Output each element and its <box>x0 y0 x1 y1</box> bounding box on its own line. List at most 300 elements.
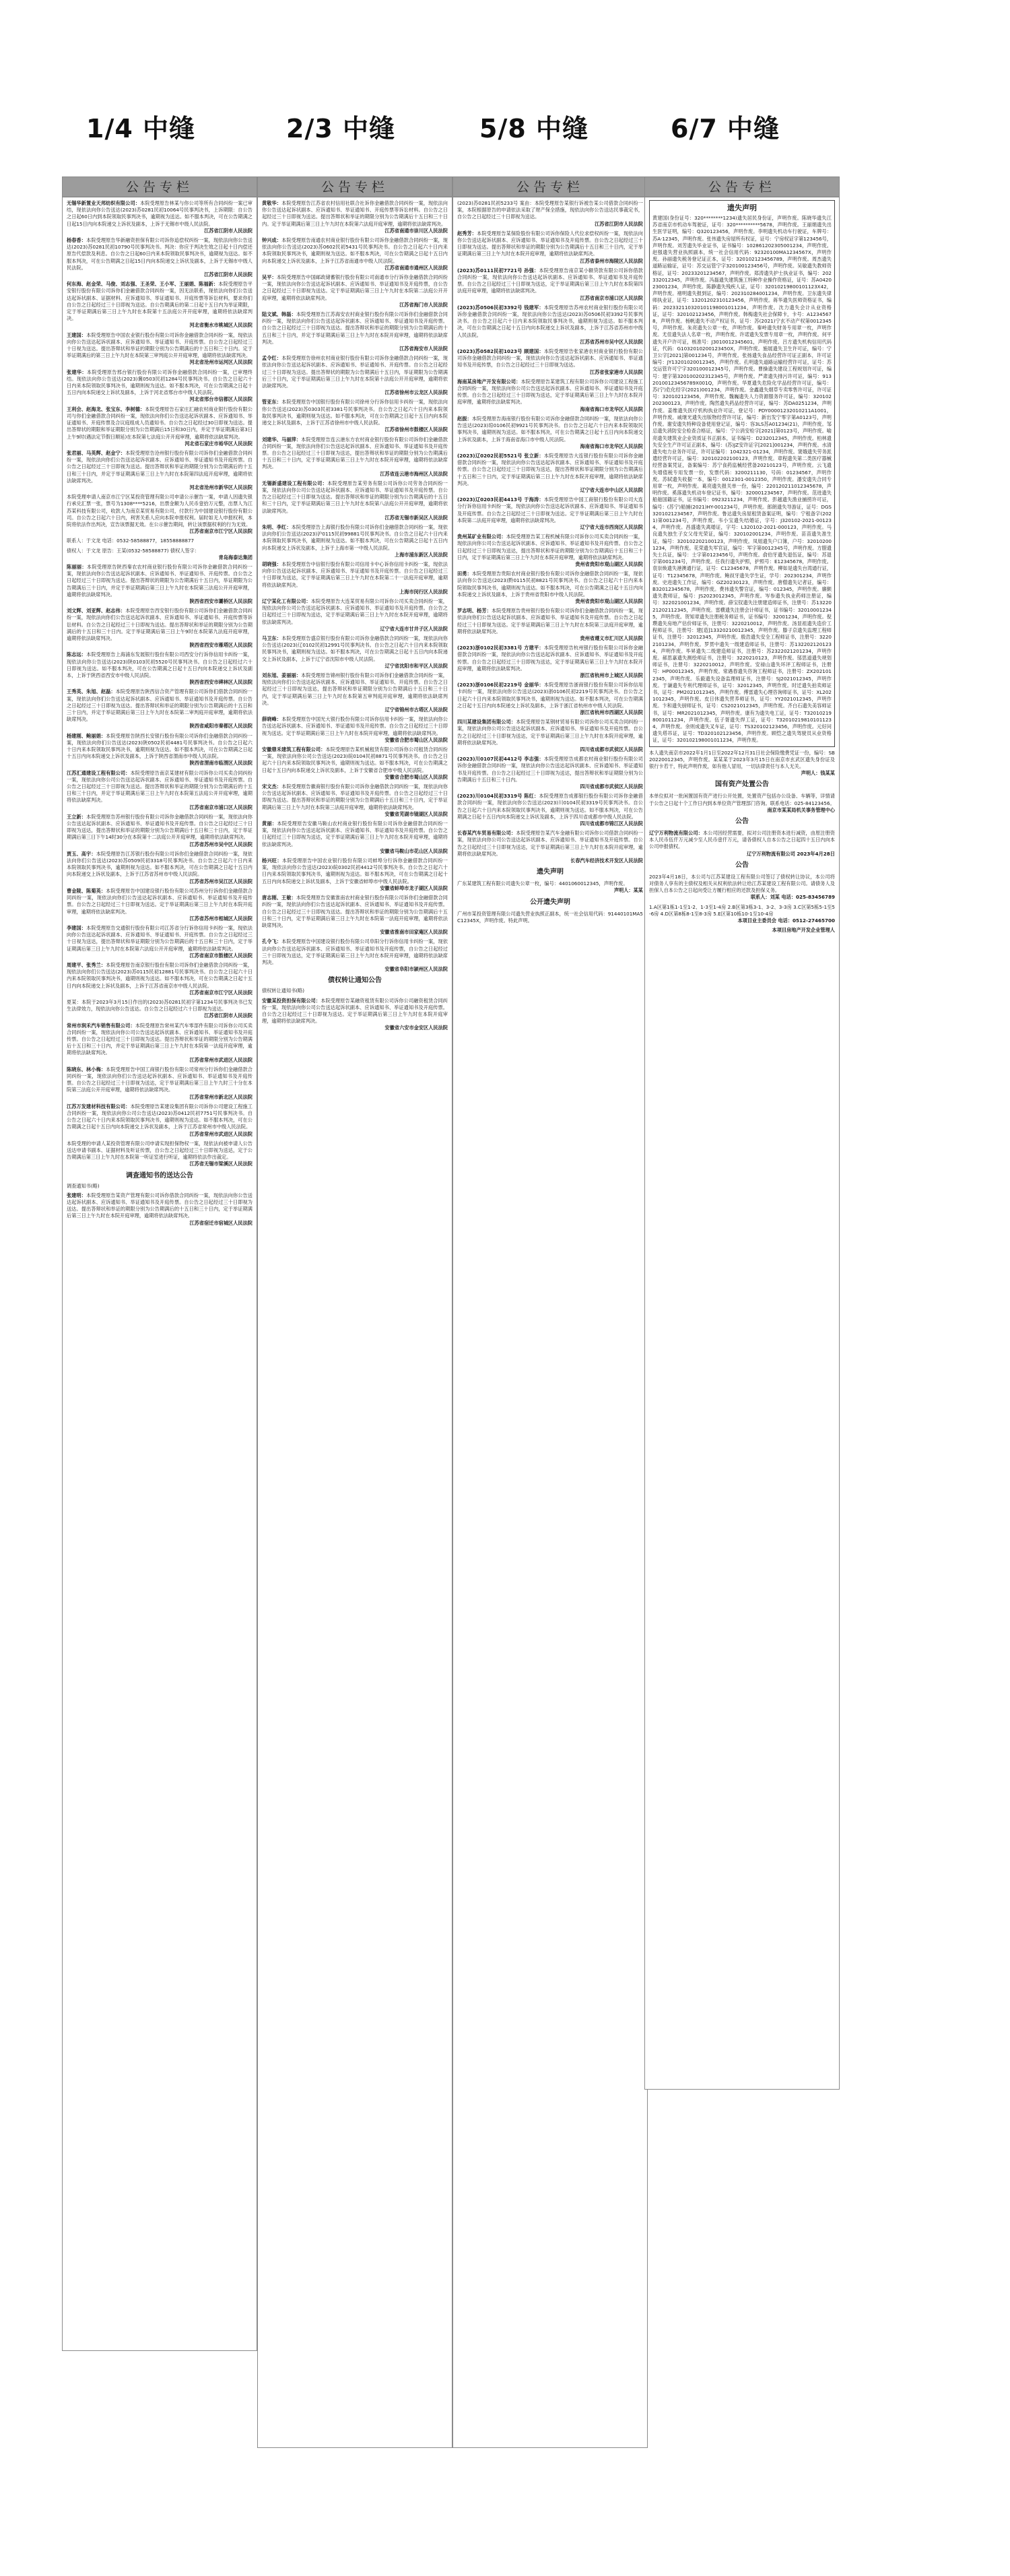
notice-title: 遗失声明 <box>727 203 757 212</box>
notice-text: 本院受理原告贵州银行股份有限公司诉你们金融借款合同纠纷一案，现依法向你们公告送达起诉状副本、应诉通知书、举证通知书及开庭传票。自公告之日起经过三十日即视为送达。定于举证期满后第三日上午九时在本院第三法庭开庭审理，逾期将依法缺席判决。 <box>457 608 643 635</box>
issuing-court: 江苏省江阴市人民法院 <box>595 220 643 227</box>
notice-party: 李建国： <box>67 924 87 931</box>
notice-entry <box>67 237 252 278</box>
notice-entry <box>262 858 448 892</box>
issuing-court: 江苏省南京市江宁区人民法院 <box>189 528 252 535</box>
notice-text: 本院受理原告中国邮政储蓄银行股份有限公司南通市分行诉你金融借款合同纠纷一案，现依法向你公告送达起诉状副本、应诉通知书、举证通知书及开庭传票，自公告之日起经过三十日即视为送达。定于举证期满后第三日上午九时在本院第二法庭公开开庭审理，逾期将依法缺席判决。 <box>262 274 448 301</box>
notice-party: 唐志刚、王敏： <box>262 895 296 901</box>
notice-party: 王立新： <box>67 813 87 820</box>
notice-party: 杨建刚、鲍丽娟： <box>67 732 106 739</box>
notice-text: 夏某：本院于2023年3月15日作出的(2023)苏0281民初字第1234号民事判决书已发生法律效力，现依法向你公告送达。自公告之日起经过六十日即视为送达。 <box>67 998 252 1012</box>
notice-entry <box>457 645 643 679</box>
notice-entry <box>67 494 252 535</box>
notice-party: 马卫东： <box>262 635 282 641</box>
notice-text: 本院受理原告中国光大银行股份有限公司诉你信用卡纠纷一案，现依法向你公告送达起诉状副本、应诉通知书、举证通知书及开庭传票。自公告之日起经过三十日即视为送达。定于举证期满后第三日上午九时在本院开庭审理，逾期将依法缺席判决。 <box>262 716 448 736</box>
issuing-court: 安徽省合肥市蜀山区人民法院 <box>384 773 448 780</box>
notice-text: 本院受理原告某汽车金融有限公司诉你公司借款合同纠纷一案，现依法向你公司公告送达起诉状副本、应诉通知书、举证通知书及开庭传票。自公告之日起经过三十日即视为送达，定于举证期满后第三日上午九时在本院开庭审理，逾期将依法缺席判决。 <box>457 830 643 857</box>
issuing-court: 辽宁省锦州市古塔区人民法院 <box>384 707 448 713</box>
notice-text: 本院受理原告南京某小额贷款有限公司诉你借款合同纠纷一案，现依法向你公告送达起诉状副本、应诉通知书、举证通知书及开庭传票。自公告之日起经过三十日即视为送达，定于举证期满后第三日上午九时在本院第四法庭开庭审理，逾期将依法缺席判决。 <box>457 267 643 294</box>
notice-text: 本院受理原告常州某汽车零部件有限公司诉你公司买卖合同纠纷一案，现依法向你公司公告送达起诉状副本、应诉通知书、举证通知书及开庭传票。自公告之日起经过三十日即视为送达。提出答辩状和举证的期限分别为公告期满后十五日和三十日内，并定于举证期满后第三日上午九时在本院第一法庭开庭审理，逾期将依法缺席判决。 <box>67 1022 252 1056</box>
notice-party: 无锡华新置业天邦纺织有限公司： <box>67 200 140 206</box>
notice-text: 本院受理原告贵阳农村商业银行股份有限公司诉你金融借款合同纠纷一案，现依法向你公告送达(2023)黔0115民初8821号民事判决书。自公告之日起六十日内来本院领取民事判决书，逾期则视为送达。如不服本判决，可在公告期满之日起十五日内向本院递交上诉状及副本，上诉于贵州省贵阳市中级人民法院。 <box>457 571 643 598</box>
notice-entry <box>457 348 643 376</box>
notice-entry <box>457 880 643 894</box>
notice-text: 本院受理原告盛京银行股份有限公司诉你金融借款合同纠纷一案，现依法向你公告送达(2023)辽0102民初12991号民事判决书。自公告之日起六十日内来本院领取民事判决书，逾期则视为送达。如不服本判决，可在公告期满之日起十五日内向本院递交上诉状及副本，上诉于辽宁省沈阳市中级人民法院。 <box>262 635 448 662</box>
notice-title: 遗失声明 <box>537 868 564 876</box>
notice-text: 本院受理原告连云港东方农村商业银行股份有限公司诉你们金融借款合同纠纷一案，现依法向你们公告送达起诉状副本、应诉通知书、举证通知书及开庭传票。自公告之日起经过三十日即视为送达，提出答辩状和举证的期限分别为公告期满后十五日和三十日内，定于举证期满后第三日上午九时在本院开庭审理，逾期将依法缺席判决。 <box>262 436 448 470</box>
issuing-court: 海南省海口市龙华区人民法院 <box>580 443 643 449</box>
notice-entry <box>67 1140 252 1168</box>
issuing-court: 海南省海口市龙华区人民法院 <box>580 406 643 412</box>
notice-party: 江苏万发建材科技有限公司： <box>67 1103 131 1109</box>
notice-title: 公告 <box>735 861 749 869</box>
notice-text: 本院受理原告陕西长安银行股份有限公司诉你们金融借款合同纠纷一案，现依法向你们公告送达(2023)陕0502民初4481号民事判决书。自公告之日起六十日内来本院领取民事判决书，逾期则视为送达。如不服本判决，可在公告期满之日起十五日内向本院递交上诉状及副本，上诉于陕西省渭南市中级人民法院。 <box>67 732 252 760</box>
notice-text: 本院受理原告江苏银行股份有限公司诉你们金融借款合同纠纷一案，现依法向你们公告送达(2023)苏0509民初3318号民事判决书。自公告之日起六十日内来本院领取民事判决书，逾期则视为送达。如不服本判决，可在公告期满之日起十五日内向本院递交上诉状及副本，上诉于江苏省苏州市中级人民法院。 <box>67 850 252 878</box>
notice-signature: 南京市某某局机关事务管理中心 <box>767 806 835 813</box>
notice-entry <box>262 746 448 781</box>
notice-text: 本院受理原告沧州银行股份有限公司诉你们金融借款合同纠纷一案，现依法向你们公告送达起诉状副本、应诉通知书、举证通知书及开庭传票。自公告之日起经过三十日即视为送达。提出答辩状和举证的期限分别为公告期满后的十五日和三十日内，并定于举证期满后第三日上午九时在本院第四法庭开庭审理，逾期将依法缺席判决。 <box>67 449 252 484</box>
issuing-court: 江苏省苏州市吴中区人民法院 <box>189 841 252 847</box>
issuing-court: 陕西省西安市灞桥区人民法院 <box>189 598 252 604</box>
notice-party: 田勇： <box>457 571 472 577</box>
column-header: 公告专栏 <box>645 177 839 197</box>
notice-entry <box>67 450 252 491</box>
notice-entry <box>67 548 252 561</box>
notice-entry <box>457 453 643 494</box>
notice-entry <box>649 793 835 814</box>
notice-entry <box>649 927 835 934</box>
notice-party: 安徽鼎禾建筑工程有限公司： <box>262 746 326 753</box>
issuing-court: 江苏省南通市崇川区人民法院 <box>384 227 448 234</box>
notice-entry <box>262 672 448 713</box>
notice-signature: 本项目房地产开发企业管理人 <box>772 927 835 934</box>
notice-text: 1.A区第1栋1-1至1-2、1-3至1-4房 2.B区第3栋3-1、3-2、3-3房 3.C区第5栋5-1至5-6房 4.D区第8栋8-1至8-3房 5.E区第10栋10-1至10-4房 <box>649 903 835 917</box>
notice-text: 本院受理原告交通银行股份有限公司江苏省分行诉你信用卡纠纷一案，现依法向你公告送达起诉状副本、应诉通知书、举证通知书、开庭传票。自公告之日起经过三十日视为送达，提出答辩状和举证期限分别为公告期满后的十五日和三十日内，定于举证期满后第三日上午九时在本院第六法庭公开开庭审理，逾期将依法缺席判决。 <box>67 924 252 952</box>
notice-entry <box>262 716 448 744</box>
issuing-court: 贵州省贵阳市观山湖区人民法院 <box>575 560 643 567</box>
notice-entry <box>67 332 252 366</box>
notice-text: 本院受理原告徽商银行股份有限公司诉你金融借款合同纠纷一案，现依法向你公告送达起诉状副本、应诉通知书、举证通知书及开庭传票。自公告之日起经过三十日即视为送达。提出答辩状和举证的期限分别为公告期满后十五日和三十日内，定于举证期满后第三日上午九时在本院第三法庭开庭审理，逾期将依法缺席判决。 <box>262 783 448 810</box>
notice-title: 公告 <box>735 818 749 826</box>
notice-text: 本院受理原告西安银行股份有限公司诉你们金融借款合同纠纷一案，现依法向你们公告送达起诉状副本、应诉通知书、举证通知书、开庭传票等诉讼材料。自公告之日起经过三十日即视为送达。提出答辩状和举证的期限分别为公告期满后的十五日和三十日内。定于举证期满后第三日上午9时在本院第九法庭开庭审理，逾期将依法缺席判决。 <box>67 608 252 641</box>
issuing-court: 河北省邢台市信都区人民法院 <box>189 396 252 403</box>
issuing-court: 安徽省淮南市田家庵区人民法院 <box>380 929 448 936</box>
notice-entry <box>262 399 448 433</box>
issuing-court: 江苏省无锡市梁溪区人民法院 <box>189 1161 252 1167</box>
notice-party: (2023)辽0203民初4413号 于海涛： <box>457 496 544 503</box>
notice-text: 本院受理原告大连某贸易有限公司诉你公司买卖合同纠纷一案，现依法向你公司公告送达起诉状副本、应诉通知书、举证通知书及开庭传票。自公告之日起经过三十日即视为送达，定于举证期满后第三日上午九时在本院开庭审理，逾期将依法缺席判决。 <box>262 598 448 625</box>
issuing-court: 江苏省张家港市人民法院 <box>589 368 643 375</box>
notice-entry <box>457 200 643 228</box>
page-label-2-3: 2/3 中缝 <box>286 114 395 143</box>
issuing-court: 陕西省渭南市临渭区人民法院 <box>189 760 252 767</box>
issuing-court: 辽宁省大连市西岗区人民法院 <box>580 523 643 530</box>
notice-party: 海南某房地产开发有限公司： <box>457 378 521 385</box>
issuing-court: 河北省石家庄市裕华区人民法院 <box>184 440 252 447</box>
notice-party: 张君丽、马英辉、赵金宁： <box>67 449 126 456</box>
notice-entry <box>262 200 448 234</box>
notice-entry <box>457 608 643 642</box>
notice-party: 管亚东： <box>262 399 282 406</box>
notice-title: 债权转让通知公告 <box>328 977 382 985</box>
notice-text: 黄建国(身份证号：320********1234)遗失居民身份证，声明作废。陈晓华遗失江苏省南京市机动车驾驶证，证号：320**********5678，声明作废。王丽娟遗失出生医学证明，编号：Q320123456，声明作废。李明遗失机动车行驶证，车牌号：苏A·12345，声明作废。张伟遗失房屋所有权证，证号：宁房权证字第123456号，声明作废。刘芳遗失毕业证书，证书编号：102861202305001234，声明作废。赵强遗失营业执照副本，统一社会信用代码：92320100MA1234567X，声明作废。孙丽遗失税务登记证正本，证号：320102123456789，声明作废。周杰遗失道路运输证，证号：苏交运管宁字320100123456号，声明作废。吴敏遗失教师资格证，证号：20233201234567，声明作废。郑涛遗失护士执业证书，编号：202332012345，声明作废。冯磊遗失建筑施工特种作业操作资格证，证号：苏A042023001234，声明作废。陈静遗失残疾人证，证号：32010219800101123X42，声明作废。褚明遗失报到证，编号：202310284001234，声明作废。卫东遗失律师执业证，证号：13201202310123456，声明作废。蒋华遗失医师资格证书，编码：202332110320101198001011234，声明作废。沈力遗失会计从业资格证，证号：320102123456，声明作废。韩梅遗失社会保障卡，卡号：A12345678，声明作废。杨帆遗失不动产权证书，证号：苏(2021)宁玄不动产权第0012345号，声明作废。朱亮遗失公章一枚，声明作废。秦岭遗失财务专用章一枚，声明作废。尤佳遗失法人名章一枚，声明作废。许诺遗失发票专用章一枚，声明作废。何平遗失开户许可证，核准号：J3010012345601，声明作废。吕方遗失机构信用代码证，代码：G1032010200123450X，声明作废。施展遗失卫生许可证，编号：宁卫公字[2021]第001234号，声明作废。张扬遗失食品经营许可证正副本，许可证编号：JY13201020012345，声明作废。孔明遗失道路运输经营许可证，证号：苏交运管许可宁字320100012345号，声明作废。曹操遗失建设工程规划许可证，编号：建字第320100202312345号，声明作废。严肃遗失排污许可证，编号：91320100123456789X001Q，声明作废。华夏遗失危险化学品经营许可证，编号：苏(宁)危化经字(2021)001234，声明作废。金鑫遗失烟草专卖零售许可证，许可证号：320102123456，声明作废。魏巍遗失人力资源服务许可证，编号：320102202300123，声明作废。陶然遗失药品经营许可证，编号：苏DA0251234，声明作废。姜维遗失医疗机构执业许可证，登记号：PDY00001232010211A1001，声明作废。戚继光遗失出版物经营许可证，编号：新出发宁零字第A0123号，声明作废。谢安遗失特种设备使用登记证，编号：容3LS苏A01234(21)，声明作废。邹忌遗失消防安全检查合格证，编号：宁公消安检字[2021]第0123号，声明作废。喻亮遗失建筑业企业资质证书正副本，证书编号：D232012345，声明作废。柏林遗失安全生产许可证正副本，编号：(苏)JZ安许证字[2021]001234，声明作废。水清遗失电力业务许可证，许可证编号：1042321-01234，声明作废。窦娥遗失劳务派遣经营许可证，编号：320102202100123，声明作废。章程遗失第二类医疗器械经营备案凭证，备案编号：苏宁食药监械经营备20210123号，声明作废。云飞遗失增值税专用发票一份，发票代码：3200211130，号码：01234567，声明作废。苏轼遗失收据一本，编号：0012301-0012350，声明作废。潘安遗失合同专用章一枚，声明作废。葛亮遗失报关单一份，编号：220120211012345678，声明作废。奚落遗失机动车登记证书，编号：320001234567，声明作废。范进遗失船舶国籍证书，证书编号：0923211234，声明作废。彭越遗失渔业捕捞许可证，编号：(苏宁)船捕(2021)HY-001234号，声明作废。郎朗遗失导游证，证号：DGS3201021234567，声明作废。鲁达遗失房屋租赁备案证明，编号：宁租备字(2021)第001234号，声明作废。韦小宝遗失结婚证，字号：J320102-2021-001234，声明作废。昌盛遗失离婚证，字号：L320102-2021-000123，声明作废。马良遗失独生子女父母光荣证，编号：320102001234，声明作废。苗苗遗失准生证，编号：320102202100123，声明作废。凤姐遗失户口簿，户号：320102001234，声明作废。花荣遗失军官证，编号：军字第0012345号，声明作废。方腊遗失士兵证，编号：士字第0123456号，声明作废。俞伯牙遗失退伍证，编号：苏退字第001234号，声明作废。任我行遗失护照，护照号：E12345678，声明作废。袁崇焕遗失港澳通行证，证号：C12345678，声明作废。柳如是遗失台湾通行证，证号：T12345678，声明作废。鲍叔牙遗失学生证，学号：202301234，声明作废。史进遗失工作证，编号：GZ20230123，声明作废。唐僧遗失记者证，编号：B32012345678，声明作废。费祎遗失警官证，编号：012345，声明作废。廉颇遗失教师证，编号：JS2023012345，声明作废。岑参遗失执业药师注册证，编号：322021001234，声明作废。薛宝钗遗失注册建造师证书，注册号：苏1322021202112345，声明作废。雷横遗失注册会计师证书，证书编号：320100012345，声明作废。贺知章遗失注册税务师证书，证书编号：32001234，声明作废。倪瓒遗失房地产估价师证书，注册号：3220210012，声明作废。汤显祖遗失造价工程师证书，注册号：建[造]13320210012345，声明作废。滕子京遗失监理工程师证书，注册号：32012345，声明作废。殷浩遗失安全工程师证书，注册号：32202101234，声明作废。罗贯中遗失一级建造师证书，注册号：苏1322021201234，声明作废。毕昇遗失二级建造师证书，注册号：苏2322021201234，声明作废。郝思嘉遗失测绘师证书，注册号：3220210123，声明作废。邬思道遗失规划师证书，注册号：3220210012，声明作废。安禄山遗失环评工程师证书，注册号：HP00012345，声明作废。常遇春遗失咨询工程师证书，注册号：ZX2021012345，声明作废。乐毅遗失设备监理师证书，注册号：SJ2021012345，声明作废。于谦遗失专利代理师证书，证号：32012345，声明作废。时迁遗失拍卖师证书，证号：PM2021012345，声明作废。傅雷遗失心理咨询师证书，证号：XL2021012345，声明作废。皮日休遗失营养师证书，证号：YY2021012345，声明作废。卞和遗失厨师证书，证号：CS2021012345，声明作废。齐白石遗失美容师证书，证号：MR2021012345，声明作废。康有为遗失电工证，证号：T320102198001011234，声明作废。伍子胥遗失焊工证，证号：T320102198101011234，声明作废。余则成遗失叉车证，证号：TS320102123456，声明作废。元好问遗失塔吊证，证号：TD320102123456，声明作废。顾恺之遗失驾驶员从业资格证，证号：320102198001011234，声明作废。 <box>652 215 832 744</box>
issuing-court: 河北省沧州市新华区人民法院 <box>189 484 252 490</box>
notice-text: 本院受理原告大连银行股份有限公司诉你金融借款合同纠纷一案，现依法向你公告送达起诉状副本、应诉通知书、举证通知书及开庭传票。自公告之日起经过三十日即视为送达，提出答辩状和举证期限分别为公告期满后十五日和三十日内，定于举证期满后第三日上午九时在本院开庭审理，逾期将依法缺席判决。 <box>457 452 643 486</box>
notice-text: 本院受理原告平安银行股份有限公司诉你们金融借款合同纠纷一案，因无法联系，现依法向你们公告送达起诉状副本、证据材料、应诉通知书、举证通知书、开庭传票等诉讼材料，要求你们自公告之日起经过三十日即视为送达。自公告期满后的第二日起十五日内为举证期限，定于举证期满后第三日上午九时在本院第十五法庭公开开庭审理，逾期将依法缺席判决。 <box>67 281 252 322</box>
notice-entry <box>457 230 643 265</box>
notice-entry <box>649 860 835 871</box>
notice-column-2 <box>257 176 452 2448</box>
notice-entry <box>262 561 448 595</box>
notice-party: 赵振： <box>457 415 472 422</box>
issuing-court: 江苏省徐州市云龙区人民法院 <box>384 389 448 396</box>
notice-party: 江苏汇通建设工程有限公司： <box>67 769 131 776</box>
notice-party: 宋文杰： <box>262 783 282 790</box>
issuing-court: 江苏省海安市人民法院 <box>399 346 448 352</box>
issuing-court: 青岛海泰达集团 <box>218 554 252 560</box>
notice-entry <box>67 814 252 848</box>
notice-text: 本院受理原告陕西秦农农村商业银行股份有限公司诉你金融借款合同纠纷一案，现依法向你公告送达起诉状副本、应诉通知书、举证通知书、开庭传票。自公告之日起经过三十日即视为送达。提出答辩状的期限为公告期满后十五日内，举证期限为公告期满后三十日内，并定于举证期满后第三日上午九时在本院第三法庭公开开庭审理，逾期将依法缺席判决。 <box>67 563 252 598</box>
notice-text: 调查通知书(略) <box>67 1182 100 1189</box>
notice-entry <box>67 369 252 404</box>
notice-text: 本院受理原告南通农村商业银行股份有限公司诉你金融借款合同纠纷一案，现依法向你公告送达(2023)苏0602民初5431号民事判决书。自公告之日起六十日内来本院领取民事判决书，逾期则视为送达。如不服本判决，可在公告期满之日起十五日内向本院递交上诉状及副本，上诉于江苏省南通市中级人民法院。 <box>262 237 448 264</box>
notice-text: 本院受理原告中国工商银行股份有限公司大连分行诉你信用卡纠纷一案，现依法向你公告送达起诉状副本、应诉通知书、举证通知书及开庭传票。自公告之日起经过三十日即视为送达。定于举证期满后第三日上午九时在本院第二法庭开庭审理，逾期将依法缺席判决。 <box>457 496 643 523</box>
column-header: 公告专栏 <box>453 177 647 197</box>
notice-entry <box>67 1023 252 1064</box>
notice-entry <box>262 524 448 558</box>
notice-text: 本院受理原告苏州农村商业银行股份有限公司诉你金融借款合同纠纷一案，现依法向你公告送达(2023)苏0506民初3392号民事判决书。自公告之日起六十日内来本院领取民事判决书，逾期则视为送达。如不服本判决，可在公告期满之日起十五日内向本院递交上诉状及副本，上诉于江苏省苏州市中级人民法院。 <box>457 304 643 338</box>
notice-entry <box>67 962 252 996</box>
notice-text: 本院受理原告某建筑工程有限公司诉你公司建设工程施工合同纠纷一案，现依法向你公司公告送达起诉状副本、应诉通知书、举证通知书及开庭传票。自公告之日起经过三十日即视为送达，定于举证期满后第三日上午九时在本院开庭审理，逾期将依法缺席判决。 <box>457 378 643 406</box>
notice-text: 本院受理原告华新融资担保有限公司诉你追偿权纠纷一案，现依法向你公告送达(2023)苏0281民初10790号民事判决书。判决：你应于判决生效之日起十日内偿还原告代偿款及利息。自公告之日起60日内来本院领取民事判决书，逾期视为送达。如不服本判决，可在公告期满之日起15日内向本院递交上诉状及副本，上诉于无锡市中级人民法院。 <box>67 237 252 271</box>
issuing-court: 江苏省南京市江宁区人民法院 <box>189 989 252 996</box>
notice-signature: 本项目业主委员会 电话：0512-27465700 <box>737 917 835 924</box>
notice-entry <box>649 874 835 901</box>
notice-signature: 声明人：钱某某 <box>801 770 835 777</box>
notice-party: 陆文斌、韩磊： <box>262 311 296 318</box>
issuing-court: 江苏省海门市人民法院 <box>399 301 448 308</box>
notice-entry <box>649 904 835 925</box>
notice-text: 本院受理原告上海银行股份有限公司诉你们金融借款合同纠纷一案，现依法向你们公告送达(2023)沪0115民初99881号民事判决书。自公告之日起六十日内来本院领取民事判决书，逾期则视为送达。如不服本判决，可在公告期满之日起十五日内向本院递交上诉状及副本，上诉于上海市第一中级人民法院。 <box>262 523 448 551</box>
notice-party: 常州市润禾汽车销售有限公司： <box>67 1022 135 1029</box>
notice-signature: 辽宁万利物流有限公司 2023年4月28日 <box>747 850 835 857</box>
issuing-court: 河北省衡水市桃城区人民法院 <box>189 322 252 329</box>
notice-party: 黄敬华： <box>262 200 282 206</box>
notice-entry <box>649 779 835 790</box>
issuing-court: 安徽省芜湖市镜湖区人民法院 <box>384 810 448 817</box>
notice-text: 本院受理原告中国建设银行股份有限公司苏州分行诉你们金融借款合同纠纷一案，现依法向你们公告送达起诉状副本、应诉通知书、举证通知书及开庭传票。自公告之日起经过三十日即视为送达。定于举证期满后第三日上午九时在本院开庭审理，逾期将依法缺席判决。 <box>67 887 252 915</box>
notice-title: 调查通知书的送达公告 <box>126 1171 193 1180</box>
notice-text: 本院受理原告某保险股份有限公司诉你保险人代位求偿权纠纷一案，现依法向你公告送达起诉状副本、应诉通知书、举证通知书及开庭传票。自公告之日起经过三十日即视为送达。提出答辩状和举证的期限分别为公告期满后十五日和三十日内，定于举证期满后第三日上午九时在本院开庭审理，逾期将依法缺席判决。 <box>457 230 643 257</box>
issuing-court: 四川省成都市锦江区人民法院 <box>580 820 643 827</box>
notice-entry <box>457 867 643 878</box>
notice-party: 贵州某矿业有限公司： <box>457 534 506 540</box>
notice-signature: 联系人：刘某 电话：025-83456789 <box>750 894 835 901</box>
notice-entry <box>457 379 643 413</box>
page-label-1-4: 1/4 中缝 <box>86 114 195 143</box>
notice-entry <box>262 311 448 352</box>
notice-text: 本人遗失南京市2022年1月1日至2022年12月31日社会保险缴费凭证一份，编号：SB20220012345，声明作废。某某某于2023年3月15日在南京市玄武区遗失身份证及银行卡若干，特此声明作废，如有他人冒用，一切法律责任与本人无关。 <box>649 749 835 770</box>
notice-entry <box>67 925 252 959</box>
notice-party: 王建国： <box>67 331 87 338</box>
issuing-court: 江苏省常州市武进区人民法院 <box>189 1130 252 1137</box>
notice-text: 本院受理原告某融资租赁有限公司诉你公司融资租赁合同纠纷一案，现依法向你公司公告送达起诉状副本、应诉通知书、举证通知书及开庭传票。自公告之日起经过三十日即视为送达。定于举证期满后第三日上午九时在本院开庭审理，逾期将依法缺席判决。 <box>262 997 448 1025</box>
notice-text: 本院受理申请人南京市江宁区某投资管理有限公司申请公示催告一案，申请人因遗失银行承兑汇票一张，票号为1308****5216，出票金额为人民币壹拾万元整，出票人为江苏某科技有限公司，收款人为南京某贸易有限公司，付款行为中国建设银行股份有限公司。自公告之日起六十日内，利害关系人应向本院申报权利。届时如无人申报权利，本院将依法作出判决，宣告该票据无效。在公示催告期间，转让该票据权利的行为无效。 <box>67 494 252 527</box>
notice-party: 安徽某投资担保有限公司： <box>262 997 321 1004</box>
notice-text: 2023年4月18日，本公司与江苏某建设工程有限公司签订了债权转让协议，本公司将对债务人享有的主债权及相关从权利依法转让给江苏某建设工程有限公司。请债务人及担保人自本公告之日起向受让方履行相应的还款及担保义务。 <box>649 873 835 894</box>
notice-entry <box>649 830 835 858</box>
column-body <box>63 197 257 1232</box>
notice-party: 陈丽丽： <box>67 563 87 570</box>
notice-signature: 声明人：某某 <box>613 887 643 894</box>
notice-party: (2023)苏0506民初3392号 钱建军： <box>457 304 544 311</box>
issuing-court: 陕西省咸阳市秦都区人民法院 <box>189 723 252 730</box>
notice-entry <box>649 750 835 777</box>
notice-party: 周建平、张秀兰： <box>67 961 106 968</box>
page-label-5-8: 5/8 中缝 <box>479 114 588 143</box>
notice-text: 本院受理原告某机械租赁有限公司诉你公司租赁合同纠纷一案，现依法向你公司公告送达(2023)皖0104民初8871号民事判决书。自公告之日起六十日内来本院领取民事判决书，逾期则视为送达。如不服本判决，可在公告期满之日起十五日内向本院递交上诉状及副本，上诉于安徽省合肥市中级人民法院。 <box>262 746 448 773</box>
notice-party: (2023)苏0111民初7721号 孙强： <box>457 267 539 273</box>
notice-party: (2023)辽0202民初5521号 张立新： <box>457 452 544 459</box>
notice-entry <box>67 851 252 885</box>
issuing-court: 贵州省遵义市汇川区人民法院 <box>580 635 643 641</box>
notice-entry <box>67 1171 252 1190</box>
notice-party: (2023)苏0582民初1023号 顾建国： <box>457 348 544 355</box>
notice-entry <box>457 830 643 864</box>
notice-text: 本院受理原告某资产管理有限公司诉你借款合同纠纷一案，现依法向你公告送达起诉状副本、应诉通知书、举证通知书及开庭传票。自公告之日起经过三十日即视为送达。提出答辩状和举证的期限分别为公告期满后的十五日和三十日内，定于举证期满后第三日上午九时在本院开庭审理，逾期将依法缺席判决。 <box>67 1192 252 1219</box>
notice-entry <box>67 608 252 649</box>
issuing-court: 江苏省苏州市相城区人民法院 <box>189 915 252 922</box>
notice-text: 本院受理原告苏州银行股份有限公司诉你金融借款合同纠纷一案，现依法向你公告送达起诉状副本、应诉通知书、举证通知书及开庭传票。自公告之日起经过三十日即视为送达，提出答辩状和举证的期限分别为公告期满后十五日和三十日内，定于举证期满后第三日下午14时30分在本院第十二法庭公开开庭审理，逾期将依法缺席判决。 <box>67 813 252 841</box>
notice-party: (2023)浙0106民初2219号 金丽华： <box>457 682 544 688</box>
issuing-court: 贵州省贵阳市观山湖区人民法院 <box>575 598 643 604</box>
notice-entry <box>67 1066 252 1101</box>
notice-text: 本院受理原告江苏海安农村商业银行股份有限公司诉你们金融借款合同纠纷一案，现依法向你们公告送达起诉状副本、应诉通知书、举证通知书及开庭传票。自公告之日起经过三十日即视为送达。提出答辩状和举证的期限分别为公告期满后的十五日和三十日内，并定于举证期满后第三日上午九时在本院开庭审理，逾期将依法缺席判决。 <box>262 311 448 345</box>
issuing-court: 辽宁省沈阳市和平区人民法院 <box>384 662 448 669</box>
issuing-court: 四川省成都市武侯区人民法院 <box>580 746 643 753</box>
issuing-court: 安徽省蚌埠市龙子湖区人民法院 <box>380 884 448 891</box>
notice-party: 吴平： <box>262 274 277 281</box>
notice-entry <box>262 938 448 973</box>
page-label-6-7: 6/7 中缝 <box>671 114 780 143</box>
notice-text: 本院受理原告陕西信合资产管理有限公司诉你们借款合同纠纷一案，现依法向你们公告送达起诉状副本、应诉通知书、举证通知书及开庭传票。自公告之日起经过三十日即视为送达。提出答辩状和举证的期限分别为公告期满后的十五日和三十日内，并定于举证期满后第三日上午九时在本院第二审判庭开庭审理，逾期将依法缺席判决。 <box>67 688 252 723</box>
notice-party: 刘建华、马丽萍： <box>262 436 302 443</box>
notice-entry <box>262 975 448 994</box>
issuing-court: 江苏省江阴市人民法院 <box>204 227 252 234</box>
column-header: 公告专栏 <box>258 177 452 197</box>
issuing-court: 陕西省西安市碑林区人民法院 <box>189 679 252 686</box>
issuing-court: 江苏省宿迁市宿城区人民法院 <box>189 1219 252 1226</box>
issuing-court: 安徽省六安市金安区人民法院 <box>384 1025 448 1031</box>
issuing-court: 上海市闵行区人民法院 <box>399 588 448 595</box>
notice-entry <box>262 355 448 396</box>
notice-entry <box>262 635 448 670</box>
notice-text: 联系人：于文龙 电话：0532-58588877，18558888877 <box>67 538 195 544</box>
notice-entry <box>457 897 643 908</box>
notice-party: 辽宁万利物流有限公司： <box>649 830 703 837</box>
notice-text: 本院受理原告南京某建材有限公司诉你公司买卖合同纠纷一案，现依法向你公司公告送达起诉状副本、应诉通知书、举证通知书及开庭传票。自公告之日起经过三十日即视为送达。提出答辩状和举证的期限分别为公告期满后的十五日和三十日内，并定于举证期满后第三日上午九时在本院第五法庭公开开庭审理，逾期将依法缺席判决。 <box>67 769 252 804</box>
notice-text: 本院受理原告某建设集团有限公司诉你公司建设工程施工合同纠纷一案，现依法向你公司公告送达(2023)苏0412民初7751号民事判决书。自公告之日起六十日内来本院领取民事判决书，逾期则视为送达。如不服本判决，可在公告期满之日起十五日内向本院递交上诉状及副本，上诉于江苏省常州市中级人民法院。 <box>67 1103 252 1130</box>
notice-entry <box>262 895 448 936</box>
issuing-court: 四川省成都市武侯区人民法院 <box>580 783 643 790</box>
column-body <box>645 197 839 940</box>
notice-party: 四川某建设集团有限公司： <box>457 719 516 726</box>
issuing-court: 江苏省南京市浦口区人民法院 <box>580 294 643 301</box>
notice-text: 本院受理原告中国建设银行股份有限公司阜阳分行诉你信用卡纠纷一案，现依法向你公告送达起诉状副本、应诉通知书、举证通知书及开庭传票，自公告之日起经过三十日即视为送达，定于举证期满后第三日上午九时在本院开庭审理，逾期将依法缺席判决。 <box>262 938 448 965</box>
notice-entry <box>67 406 252 447</box>
issuing-court: 安徽省合肥市蜀山区人民法院 <box>384 736 448 743</box>
notice-entry <box>67 538 252 544</box>
issuing-court: 辽宁省大连市甘井子区人民法院 <box>380 625 448 632</box>
notice-text: 本院受理原告南京银行股份有限公司诉你们金融借款合同纠纷一案，现依法向你们公告送达(2023)苏0115民初12881号民事判决书。自公告之日起六十日内来本院领取民事判决书，逾期则视为送达。如不服本判决，可在公告期满之日起十五日内向本院递交上诉状及副本，上诉于江苏省南京市中级人民法院。 <box>67 961 252 989</box>
notice-text: 本院受理原告石家庄汇融农村商业银行股份有限公司与你们金融借款合同纠纷一案，现依法向你们公告送达起诉状副本、应诉通知书、举证通知书、开庭传票及合议庭组成人员通知书。自公告之日起经过30日即视为送达。提出答辩状的期限和举证期限分别为公告期满后15日和30日内，并定于举证期满后第3日上午9时(遇法定节假日顺延)在本院第七法庭公开开庭审理，逾期将依法缺席判决。 <box>67 406 252 440</box>
notice-text: 本院受理原告成都银行股份有限公司诉你金融借款合同纠纷一案，现依法向你公告送达(2023)川0104民初3319号民事判决书。自公告之日起六十日内来本院领取民事判决书，逾期则视为送达。如不服本判决，可在公告期满之日起十五日内向本院递交上诉状及副本，上诉于四川省成都市中级人民法院。 <box>457 793 643 820</box>
notice-party: 陈志远： <box>67 651 87 658</box>
issuing-court: 辽宁省大连市中山区人民法院 <box>580 486 643 493</box>
notice-text: 本院受理原告中国农业银行股份有限公司诉你金融借款合同纠纷一案，现依法向你公告送达起诉状副本、应诉通知书、举证通知书、开庭传票。自公告之日起经过三十日视为送达。提出答辩状和举证的期限分别为公告期满后的十五日和三十日内。定于举证期满后的第三日上午九时在本院第三审判庭公开开庭审理，逾期将依法缺席判决。 <box>67 331 252 359</box>
notice-party: (2023)川0104民初3319号 陈红： <box>457 793 539 800</box>
notice-party: 王利会、赵海龙、张宝东、李树德： <box>67 406 145 412</box>
notice-entry <box>262 237 448 271</box>
notice-entry <box>67 1192 252 1227</box>
notice-text: (2023)苏0281民初5233号 案由：本院受理原告某银行诉被告某公司借款合同纠纷一案，本院根据原告的申请依法采取了财产保全措施，现依法向你公告送达民事裁定书，自公告之日起经过三十日即视为送达。 <box>457 200 643 220</box>
notice-text: 本院受理原告中国工商银行股份有限公司常州分行诉你们金融借款合同纠纷一案，现依法向你们公告送达起诉状副本、应诉通知书、举证通知书及开庭传票。自公告之日起经过三十日即视为送达，定于举证期满后第三日上午九时三十分在本院第三法庭公开开庭审理，逾期将依法缺席判决。 <box>67 1066 252 1093</box>
notice-entry <box>67 200 252 234</box>
notice-party: 曹金陵、陈菊英： <box>67 887 106 894</box>
notice-text: 债权转让通知书(略) <box>262 988 305 994</box>
issuing-court: 陕西省西安市雁塔区人民法院 <box>189 642 252 649</box>
notice-entry <box>67 888 252 922</box>
notice-party: 杨兴旺： <box>262 858 282 864</box>
notice-party: 辽宁某化工有限公司： <box>262 598 311 604</box>
notice-text: 本院受理原告徐州农村商业银行股份有限公司诉你金融借款合同纠纷一案，现依法向你公告送达起诉状副本、应诉通知书、举证通知书、开庭传票。自公告之日起经过三十日即视为送达。提出答辩状的期限为公告期满后十五日内，举证期限为公告期满后三十日内，定于举证期满后第三日上午九时在本院第十法庭公开开庭审理，逾期将依法缺席判决。 <box>262 355 448 389</box>
notice-party: 贾玉、高宇： <box>67 850 96 857</box>
notice-text: 本院受理的申请人某投资管理有限公司申请实现担保物权一案，现依法向被申请人公告送达申请书副本、证据材料及听证传票，自公告之日起经过三十日即视为送达，定于公告期满后第三日上午九时在本院第一听证室进行听证，逾期将依法作出裁定。 <box>67 1140 252 1161</box>
issuing-court: 安徽省阜阳市颍州区人民法院 <box>384 966 448 973</box>
issuing-court: 江苏省徐州市鼓楼区人民法院 <box>384 426 448 433</box>
notice-party: (2023)川0107民初4412号 李志强： <box>457 756 544 763</box>
notice-party: (2023)浙0102民初3381号 方建平： <box>457 645 544 651</box>
notice-entry <box>262 274 448 309</box>
notice-party: 杨春香： <box>67 237 87 244</box>
issuing-court: 安徽省马鞍山市花山区人民法院 <box>380 847 448 854</box>
notice-entry <box>457 756 643 790</box>
notice-entry <box>457 267 643 302</box>
issuing-court: 江苏省苏州市吴中区人民法院 <box>580 338 643 345</box>
notice-entry <box>67 999 252 1020</box>
notice-text: 本单位拟对一批闲置国有资产进行公开处置，处置资产包括办公设备、车辆等，详情请于公告之日起十个工作日内到本单位资产管理部门咨询。联系电话：025-84123456。 <box>649 793 835 806</box>
notice-party: 薛晓峰： <box>262 716 282 723</box>
notice-entry <box>457 496 643 531</box>
notice-entry <box>262 437 448 478</box>
issuing-court: 江苏省南京市浦口区人民法院 <box>189 804 252 810</box>
notice-entry <box>262 598 448 633</box>
notice-party: 张建华： <box>67 368 87 375</box>
issuing-court: 江苏省苏州市吴江区人民法院 <box>189 878 252 884</box>
notice-party: 孔令飞： <box>262 938 282 945</box>
column-body <box>453 197 647 930</box>
notice-entry <box>457 793 643 827</box>
notice-column-3 <box>452 176 648 2448</box>
notice-text: 本公司因经营需要，拟对公司注册资本进行减资，由原注册资本人民币伍仟万元减少至人民币壹仟万元，请各债权人自本公告之日起四十五日内向本公司申报债权。 <box>649 830 835 850</box>
notice-text: 本院受理原告林某与你公司等所有合同纠纷一案已审结，现依法向你公告送达(2023)苏0281民初10064号民事判决书，上诉期限：自公告之日起60日内到本院领取民事判决书，逾期视为送达。如不服本判决，可在公告期满之日起15日内向本院递交上诉状及副本，上诉于无锡市中级人民法院。 <box>67 200 252 227</box>
issuing-court: 江苏省南京市鼓楼区人民法院 <box>189 952 252 959</box>
notice-text: 本院受理原告张家港农村商业银行股份有限公司诉你金融借款合同纠纷一案，现依法向你公告送达起诉状副本、应诉通知书、举证通知书及开庭传票，自公告之日起经过三十日即视为送达。 <box>457 348 643 368</box>
notice-column-1 <box>62 176 257 2351</box>
issuing-court: 江苏省常州市武进区人民法院 <box>189 1056 252 1063</box>
notice-party: 张建明： <box>67 1192 87 1198</box>
notice-column-4 <box>644 176 840 2090</box>
notice-entry <box>649 816 835 827</box>
notice-text: 本院受理原告杭州银行股份有限公司诉你金融借款合同纠纷一案，现依法向你公告送达起诉状副本、应诉通知书、举证通知书及开庭传票。自公告之日起经过三十日即视为送达，定于举证期满后第三日上午九时在本院开庭审理，逾期将依法缺席判决。 <box>457 645 643 672</box>
notice-entry <box>262 820 448 855</box>
notice-entry <box>67 651 252 686</box>
notice-entry <box>67 281 252 329</box>
notice-party: 何东海、赵金荣、马俊、刘志强、王圣荣、王小军、王丽娟、陈福新： <box>67 281 219 288</box>
notice-text: 广东某建筑工程有限公司遗失公章一枚，编号：4401060012345，声明作废。 <box>457 880 628 887</box>
notice-entry <box>649 200 835 747</box>
notice-party: 朱明、李红： <box>262 523 292 530</box>
issuing-court: 江苏省常州市新北区人民法院 <box>189 1093 252 1100</box>
notice-text: 本院受理原告浙商银行股份有限公司诉你信用卡纠纷一案，现依法向你公告送达(2023)浙0106民初2219号民事判决书。自公告之日起六十日内来本院领取民事判决书，逾期则视为送达。如不服本判决，可在公告期满之日起十五日内向本院递交上诉状及副本，上诉于浙江省杭州市中级人民法院。 <box>457 682 643 709</box>
notice-entry <box>262 783 448 818</box>
notice-entry <box>67 564 252 605</box>
notice-party: 无锡新盛建设工程有限公司： <box>262 480 328 486</box>
notice-text: 广州市某投资管理有限公司遗失营业执照正副本，统一社会信用代码：91440101MA5C12345X，声明作废。特此声明。 <box>457 910 643 924</box>
notice-entry <box>457 534 643 568</box>
notice-party: 长春某汽车贸易有限公司： <box>457 830 516 837</box>
notice-text: 本院受理原告锦州银行股份有限公司诉你们金融借款合同纠纷一案，现依法向你们公告送达起诉状副本、应诉通知书、举证通知书、开庭传票。自公告之日起经过三十日即视为送达，提出答辩状和举证期限分别为公告期满后十五日和三十日内，定于举证期满后第三日上午九时在本院第五审判庭开庭审理，逾期将依法缺席判决。 <box>262 672 448 706</box>
issuing-court: 浙江省杭州市西湖区人民法院 <box>580 709 643 716</box>
notice-party: 王秀英、朱旭、赵磊： <box>67 688 116 695</box>
issuing-court: 上海市浦东新区人民法院 <box>394 551 448 558</box>
notice-party: 罗志明、杨芳： <box>457 608 492 614</box>
notice-party: 刘文辉、刘亚辉、赵志伟： <box>67 608 126 614</box>
column-header: 公告专栏 <box>63 177 257 197</box>
notice-text: 本院受理原告成都农村商业银行股份有限公司诉你金融借款合同纠纷一案，现依法向你公告送达起诉状副本、应诉通知书、举证通知书及开庭传票。自公告之日起经过三十日即视为送达，提出答辩状和举证期限分别为公告期满后十五日和三十日内。 <box>457 756 643 783</box>
notice-entry <box>457 682 643 716</box>
notice-text: 本院受理原告江苏省农村信用社联合社诉你金融借款合同纠纷一案，现依法向你公告送达起诉状副本、应诉通知书、举证通知书、开庭传票等诉讼材料。自公告之日起经过三十日即视为送达。提出答辩状和举证的期限分别为公告期满后十五日和三十日内。定于举证期满后第三日上午九时在本院第六法庭开庭审理，逾期将依法缺席判决。 <box>262 200 448 227</box>
notice-text: 本院受理原告中信银行股份有限公司信用卡中心诉你信用卡纠纷一案，现依法向你公告送达起诉状副本、应诉通知书、举证通知书及开庭传票。自公告之日起经过三十日即视为送达，定于举证期满后第三日上午九时在本院第二十一法庭开庭审理，逾期将依法缺席判决。 <box>262 560 448 588</box>
notice-party: 赵秀芳： <box>457 230 477 236</box>
notice-entry <box>457 719 643 753</box>
issuing-court: 江苏省南通市通州区人民法院 <box>384 264 448 271</box>
notice-text: 本院受理原告某劳务有限公司诉你公司劳务合同纠纷一案，现依法向你公司公告送达起诉状副本、应诉通知书、举证通知书及开庭传票。自公告之日起经过三十日即视为送达。提出答辩状和举证的期限分别为公告期满后的十五日和三十日内，定于举证期满后第三日上午九时在本院第八法庭公开开庭审理，逾期将依法缺席判决。 <box>262 480 448 514</box>
column-body <box>258 197 452 1037</box>
issuing-court: 浙江省杭州市上城区人民法院 <box>580 672 643 678</box>
notice-entry <box>67 1103 252 1138</box>
notice-entry <box>262 480 448 521</box>
notice-entry <box>457 571 643 605</box>
notice-text: 本院受理原告某钢材贸易有限公司诉你公司买卖合同纠纷一案，现依法向你公司公告送达起诉状副本、应诉通知书、举证通知书及开庭传票。自公告之日起经过三十日即视为送达，定于举证期满后第三日上午九时在本院开庭审理，逾期将依法缺席判决。 <box>457 719 643 746</box>
notice-party: 刘东旭、姜丽丽： <box>262 672 302 678</box>
notice-text: 本院受理原告中国银行股份有限公司徐州分行诉你信用卡纠纷一案，现依法向你公告送达(2023)苏0303民初3381号民事判决书。自公告之日起六十日内来本院领取民事判决书，逾期则视为送达。如不服本判决，可在公告期满之日起十五日内向本院递交上诉状及副本，上诉于江苏省徐州市中级人民法院。 <box>262 399 448 426</box>
notice-title: 国有资产处置公告 <box>715 781 769 789</box>
notice-entry <box>67 770 252 811</box>
issuing-court: 江苏省连云港市海州区人民法院 <box>380 470 448 477</box>
issuing-court: 江苏省江阴市人民法院 <box>204 1012 252 1019</box>
notice-text: 本院受理原告中国农业银行股份有限公司蚌埠分行诉你金融借款合同纠纷一案，现依法向你公告送达(2023)皖0302民初4412号民事判决书。自公告之日起六十日内来本院领取民事判决书，逾期则视为送达。如不服本判决，可在公告期满之日起十五日内向本院递交上诉状及副本，上诉于安徽省蚌埠市中级人民法院。 <box>262 858 448 884</box>
notice-text: 本院受理原告安徽马鞍山农村商业银行股份有限公司诉你金融借款合同纠纷一案，现依法向你公告送达起诉状副本、应诉通知书、举证通知书及开庭传票。自公告之日起经过三十日即视为送达，定于举证期满后第三日上午九时在本院开庭审理，逾期将依法缺席判决。 <box>262 820 448 847</box>
notice-entry <box>457 304 643 346</box>
notice-text: 本院受理原告邢台银行股份有限公司诉你金融借款合同纠纷一案，已审理终结。现依法向你公告送达(2023)冀0503民初1284号民事判决书。自公告之日起六十日内来本院领取民事判决书，逾期则视为送达。如不服本判决，可在公告期满之日起十五日内向本院递交上诉状及副本，上诉于河北省邢台市中级人民法院。 <box>67 368 252 396</box>
notice-entry <box>457 911 643 924</box>
notice-entry <box>262 998 448 1032</box>
notice-text: 本院受理原告某工程机械有限公司诉你公司买卖合同纠纷一案，现依法向你公司公告送达起诉状副本、应诉通知书、举证通知书及开庭传票。自公告之日起经过三十日即视为送达，提出答辩状和举证的期限分别为公告期满后十五日和三十日内，定于举证期满后第三日上午九时在本院开庭审理，逾期将依法缺席判决。 <box>457 534 643 560</box>
notice-entry <box>457 416 643 450</box>
notice-party: 孟令红： <box>262 355 282 362</box>
notice-entry <box>67 688 252 730</box>
